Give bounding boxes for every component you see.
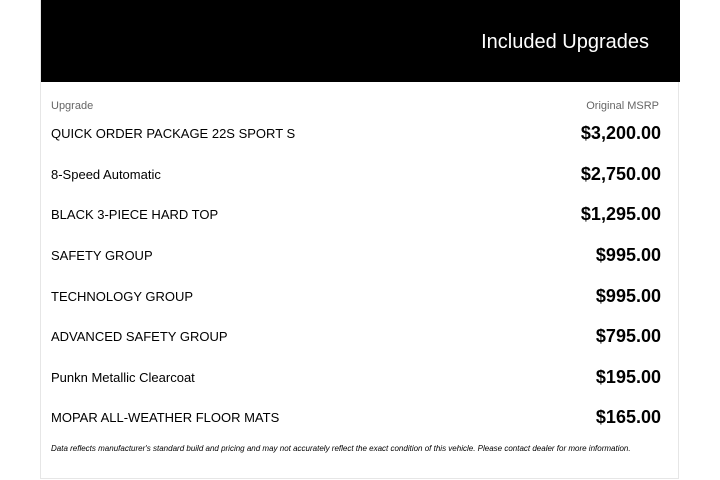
table-row (51, 361, 661, 391)
upgrade-name: MOPAR ALL-WEATHER FLOOR MATS (51, 410, 280, 425)
upgrade-name: QUICK ORDER PACKAGE 22S SPORT S (51, 126, 296, 141)
table-row (51, 280, 661, 310)
upgrade-price: $165.00 (595, 407, 661, 427)
upgrade-name: 8-Speed Automatic (51, 167, 161, 182)
upgrade-price: $3,200.00 (580, 123, 661, 143)
upgrade-name: SAFETY GROUP (51, 248, 153, 263)
upgrade-name: Punkn Metallic Clearcoat (51, 370, 195, 385)
card-header (41, 0, 680, 82)
column-header-upgrade: Upgrade (51, 100, 94, 112)
upgrade-price: $795.00 (595, 326, 661, 346)
table-row (51, 239, 661, 269)
upgrades-card (40, 0, 679, 479)
upgrade-price: $2,750.00 (580, 164, 661, 184)
table-row (51, 198, 661, 228)
upgrade-price: $995.00 (595, 286, 661, 306)
upgrade-name: BLACK 3-PIECE HARD TOP (51, 207, 219, 222)
table-row (51, 158, 661, 188)
disclaimer-text: Data reflects manufacturer's standard build and pricing and may not accurately reflect the exact condition of this vehicle. Please contact dealer for more information. (51, 444, 631, 453)
header-title: Included Upgrades (481, 31, 649, 53)
table-row (51, 401, 661, 431)
column-header-msrp: Original MSRP (586, 100, 659, 112)
upgrade-price: $1,295.00 (580, 204, 661, 224)
table-row (51, 320, 661, 350)
upgrade-name: TECHNOLOGY GROUP (51, 289, 194, 304)
table-row (51, 117, 661, 147)
upgrade-price: $995.00 (595, 245, 661, 265)
upgrade-price: $195.00 (595, 367, 661, 387)
upgrade-name: ADVANCED SAFETY GROUP (51, 329, 228, 344)
